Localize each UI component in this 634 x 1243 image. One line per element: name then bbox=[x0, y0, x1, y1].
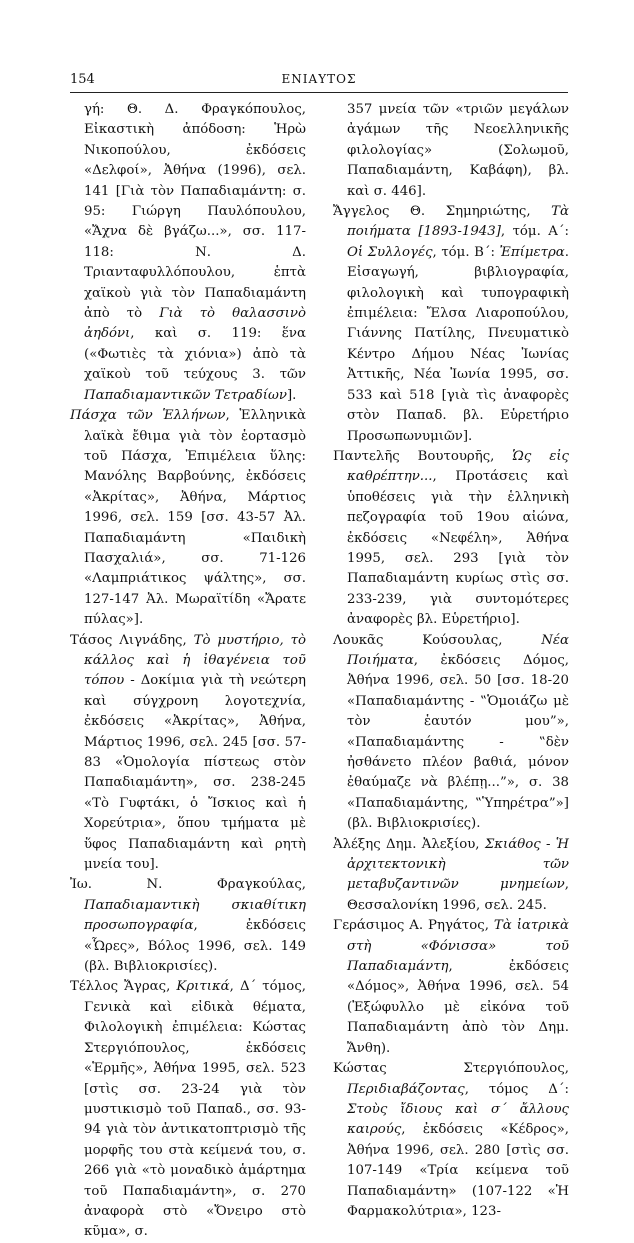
entry-title-italic: Παπαδιαμαντικὴ σκιαθίτικη προσωπογραφία bbox=[84, 897, 306, 934]
entry-text: , τόμ. Α΄: bbox=[500, 224, 569, 240]
entry-text: , Προτάσεις καὶ ὑποθέσεις γιὰ τὴν ἑλληνικὴ πεζογραφία τοῦ 19ου αἰώνα, ἐκδόσεις «Νεφέλη», Ἀθήνα 1995, σελ. 293 [γιὰ τὸν Παπαδιαμάντη κυρίως στὶς σσ. 233-239, γιὰ συντομότερες ἀναφορὲς βλ. Εὑρετήριο]. bbox=[347, 469, 569, 628]
entry-text: , καὶ σ. 119: ἕνα («Φωτιὲς τὰ χιόνια») ἀπὸ τὰ χαϊκοὺ τοῦ τεύχους 3. τῶν bbox=[84, 326, 306, 383]
bibliography-entry-continued bbox=[70, 100, 306, 406]
entry-title-italic: Οἱ Συλλογές bbox=[347, 244, 433, 260]
entry-text: Κώστας Στεργιόπουλος, bbox=[333, 1061, 569, 1077]
right-column bbox=[333, 100, 569, 1222]
entry-text: , Ἑλληνικὰ λαϊκὰ ἔθιμα γιὰ τὸν ἑορτασμὸ τοῦ Πάσχα, Ἐπιμέλεια ὕλης: Μανόλης Βαρβούνης, ἐκδόσεις «Ἀκρίτας», Ἀθήνα, Μάρτιος 1996, σελ. 159 [σσ. 43-57 Ἀλ. Παπαδιαμάντη «Παιδικὴ Πασχαλιά», σσ. 71-126 «Λαμπριάτικος ψάλτης», σσ. 127-147 Ἀλ. Μωραϊτίδη «Ἄρατε πύλας»]. bbox=[84, 408, 306, 628]
entry-text: ]. bbox=[286, 387, 297, 403]
left-column bbox=[70, 100, 306, 1243]
entry-title-italic: Ἐπίμετρα bbox=[499, 244, 565, 260]
bibliography-entry bbox=[333, 202, 569, 447]
running-title: ΕΝΙΑΥΤΟΣ bbox=[281, 72, 357, 86]
entry-text: , τόμ. Β΄: bbox=[432, 244, 500, 260]
entry-title-italic: Νέα Ποιήματα bbox=[347, 632, 569, 668]
entry-text: . Εἰσαγωγή, βιβλιογραφία, φιλολογικὴ καὶ τυπογραφικὴ ἐπιμέλεια: Ἔλσα Λιαροπούλου, Γιάννης Πατίλης, Πνευματικὸ Κέντρο Δήμου Νέας Ἰωνίας Ἀττικῆς, Νέα Ἰωνία 1995, σσ. 533 καὶ 518 [γιὰ τὶς ἀναφορὲς στὸν Παπαδ. βλ. Εὑρετήριο Προσωπωνυμιῶν]. bbox=[347, 244, 570, 444]
entry-text: , ἐκδόσεις Δόμος, Ἀθήνα 1996, σελ. 50 [σσ. 18-20 «Παπαδιαμάντης - ‟Ὁμοιάζω μὲ τὸν ἑαυτόν μου”», «Παπαδιαμάντης - ‟δὲν ἠσθάνετο πλέον βαθιά, μόνον ἐθαύμαζε νὰ βλέπῃ...”», σ. 38 «Παπαδιαμάντης, ‟Ὑπηρέτρα”»] (βλ. Βιβλιοκρισίες). bbox=[347, 652, 569, 832]
bibliography-entry bbox=[333, 1059, 569, 1222]
bibliography-entry bbox=[333, 916, 569, 1059]
entry-text: , ἐκδόσεις «Κέδρος», Ἀθήνα 1996, σελ. 280 [στὶς σσ. 107-149 «Τρία κείμενα τοῦ Παπαδιαμάντη» (107-122 «Ἡ Φαρμακολύτρια», 123- bbox=[347, 1122, 569, 1219]
entry-text: γή: Θ. Δ. Φραγκόπουλος, Εἰκαστικὴ ἀπόδοση: Ἡρὼ Νικοπούλου, ἐκδόσεις «Δελφοί», Ἀθήνα (1996), σελ. 141 [Γιὰ τὸν Παπαδιαμάντη: σ. 95: Γιώργη Παυλόπουλου, «Ἄχνα δὲ βγάζω...», σσ. 117-118: Ν. Δ. Τριανταφυλλόπουλου, ἑπτὰ χαϊκοὺ γιὰ τὸν Παπαδιαμάντη ἀπὸ τὸ bbox=[84, 102, 306, 322]
header-rule bbox=[70, 92, 568, 93]
entry-title-italic: Ὡς εἰς καθρέπτην... bbox=[347, 448, 569, 485]
entry-text: 357 μνεία τῶν «τριῶν μεγάλων ἀγάμων τῆς Νεοελληνικῆς φιλολογίας» (Σολωμοῦ, Παπαδιαμάντη, Καβάφη), βλ. καὶ σ. 446]. bbox=[347, 102, 569, 199]
bibliography-entry bbox=[333, 835, 569, 917]
entry-text: , ἐκδόσεις «Δόμος», Ἀθήνα 1996, σελ. 54 (Ἐξώφυλλο μὲ εἰκόνα τοῦ Παπαδιαμάντη ἀπὸ τὸν Δημ. Ἄνθη). bbox=[347, 959, 569, 1056]
entry-text: - Δοκίμια γιὰ τὴ νεώτερη καὶ σύγχρονη λογοτεχνία, ἐκδόσεις «Ἀκρίτας», Ἀθήνα, Μάρτιος 1996, σελ. 245 [σσ. 57-83 «Ὁμολογία πίστεως στὸν Παπαδιαμάντη», σσ. 238-245 «Τὸ Γυφτάκι, ὁ Ἴσκιος καὶ ἡ Χορεύτρια», ὅπου τμήματα μὲ ὕφος Παπαδιαμάντη καὶ ρητὴ μνεία του]. bbox=[84, 673, 306, 873]
entry-text: Λουκᾶς Κούσουλας, bbox=[333, 632, 542, 648]
entry-title-italic: Τὸ μυστήριο, τὸ κάλλος καὶ ἡ ἰθαγένεια τοῦ τόπου bbox=[84, 632, 306, 689]
entry-title-italic: Πάσχα τῶν Ἑλλήνων bbox=[70, 408, 226, 424]
bibliography-entry bbox=[70, 977, 306, 1242]
entry-title-italic: Τὰ ἰατρικὰ στὴ «Φόνισσα» τοῦ Παπαδιαμάντη bbox=[347, 918, 569, 975]
entry-text: Ἀλέξης Δημ. Ἀλεξίου, bbox=[333, 836, 485, 852]
entry-text: , τόμος Δ΄: bbox=[464, 1081, 569, 1097]
entry-text: Ἄγγελος Θ. Σημηριώτης, bbox=[333, 204, 552, 220]
page-header bbox=[70, 72, 568, 90]
entry-text: Τάσος Λιγνάδης, bbox=[70, 632, 194, 648]
entry-title-italic: Παπαδιαμαντικῶν Τετραδίων bbox=[84, 387, 287, 403]
entry-text: Γεράσιμος Α. Ρηγάτος, bbox=[333, 918, 494, 934]
entry-text: Ἰω. Ν. Φραγκούλας, bbox=[70, 877, 306, 893]
entry-text: , Θεσσαλονίκη 1996, σελ. 245. bbox=[347, 877, 569, 913]
entry-text: Τέλλος Ἄγρας, bbox=[70, 979, 177, 995]
bibliography-entry bbox=[333, 631, 569, 835]
entry-title-italic: Περιδιαβάζοντας bbox=[347, 1081, 465, 1097]
page-number: 154 bbox=[70, 72, 95, 87]
bibliography-entry-continued bbox=[333, 100, 569, 202]
bibliography-entry bbox=[333, 447, 569, 631]
bibliography-entry bbox=[70, 631, 306, 876]
entry-text: , ἐκδόσεις «Ὧρες», Βόλος 1996, σελ. 149 (βλ. Βιβλιοκρισίες). bbox=[84, 918, 306, 975]
entry-title-italic: Γιὰ τὸ θαλασσινὸ ἀηδόνι bbox=[84, 306, 306, 342]
entry-title-italic: Σκιάθος - Ἡ ἀρχιτεκτονικὴ τῶν μεταβυζαντινῶν μνημείων bbox=[347, 836, 569, 893]
bibliography-entry bbox=[70, 875, 306, 977]
entry-title-italic: Κριτικά bbox=[176, 979, 230, 995]
entry-text: Παντελῆς Βουτουρῆς, bbox=[333, 448, 513, 464]
entry-title-italic: Τὰ ποιήματα [1893-1943] bbox=[347, 204, 569, 240]
bibliography-entry bbox=[70, 406, 306, 630]
entry-text: , Δ΄ τόμος, Γενικὰ καὶ εἰδικὰ θέματα, Φιλολογικὴ ἐπιμέλεια: Κώστας Στεργιόπουλος, ἐκδόσεις «Ἑρμῆς», Ἀθήνα 1995, σελ. 523 [στὶς σσ. 23-24 γιὰ τὸν μυστικισμὸ τοῦ Παπαδ., σσ. 93-94 γιὰ τὸν ἀντικατοπτρισμὸ τῆς μορφῆς του στὰ κείμενά του, σ. 266 γιὰ «τὸ μοναδικὸ ἁμάρτημα τοῦ Παπαδιαμάντη», σ. 270 ἀναφορὰ στὸ «Ὄνειρο στὸ κῦμα», σ. bbox=[84, 979, 306, 1240]
entry-title-italic: Στοὺς ἴδιους καὶ σ΄ ἄλλους καιρούς bbox=[347, 1101, 569, 1138]
